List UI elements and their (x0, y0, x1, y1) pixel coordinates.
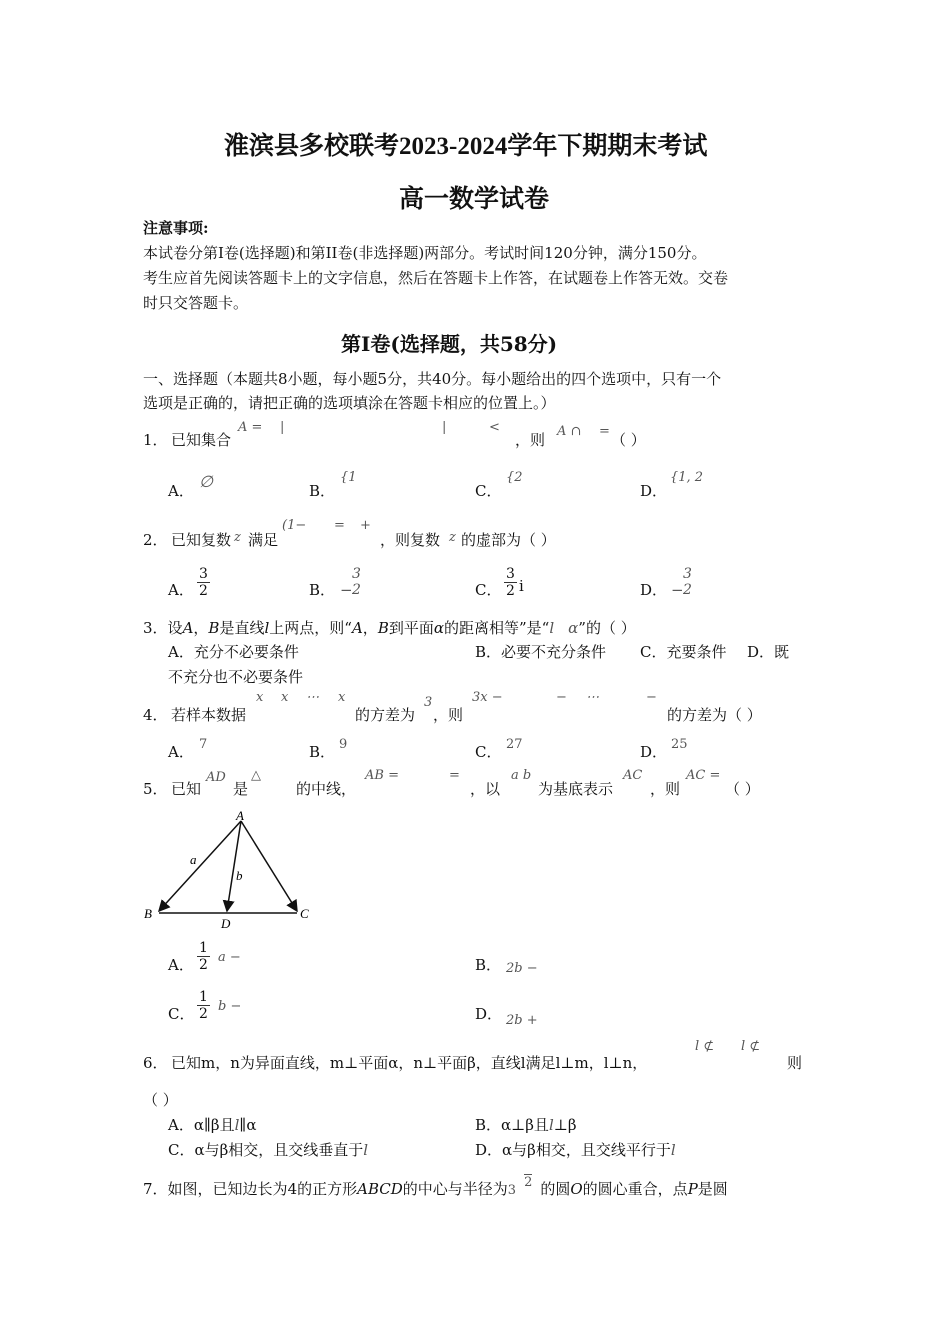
q4-option-b-label: B． (309, 743, 336, 761)
q2-option-a-label: A． (168, 581, 194, 599)
q7-stem-a: 如图，已知边长为 (167, 1180, 288, 1198)
q5-option-a-num: 1 (199, 940, 208, 956)
q7-radius-root: 2 (524, 1175, 533, 1190)
q6-option-d-l: l (670, 1141, 676, 1159)
exam-title: 淮滨县多校联考2023-2024学年下期期末考试 (224, 133, 708, 160)
q6-option-a (168, 1113, 256, 1137)
q2-option-a (197, 566, 210, 599)
q7-number: 7． (143, 1180, 168, 1198)
q5-AC-2: AC = (686, 768, 721, 783)
q4-number: 4． (143, 706, 168, 724)
q1-frag-2: | (280, 420, 285, 435)
q2-z-2: z (449, 530, 456, 545)
q3-comma-2: ， (362, 619, 378, 637)
q4-stem-b: 的方差为 (355, 706, 416, 724)
q3-stem-d: 到平面 (388, 619, 434, 637)
q2-option-b (350, 566, 363, 598)
q5-triangle: △ (251, 768, 261, 783)
q3-l: l (264, 619, 270, 637)
q5-figure-label-a: a (190, 852, 197, 867)
q2-option-c-num: 3 (506, 566, 515, 582)
q2-stem-d: 的虚部为（ ） (461, 531, 556, 549)
q5-paren: （ ） (725, 780, 760, 798)
notice-line-3: 时只交答题卡。 (143, 294, 249, 312)
q4-frag: 3x − (472, 690, 503, 705)
q3-option-d-a: D．既 (747, 643, 790, 661)
q5-option-c-den: 2 (199, 1006, 208, 1022)
q1-number: 1． (143, 431, 168, 449)
q3-stem-c: 上两点，则“ (269, 619, 352, 637)
q1-option-a: ∅ (199, 472, 213, 491)
q1-option-b-label: B． (309, 482, 336, 500)
q5-ab: a b (511, 768, 532, 783)
q6-option-a-rest: ∥α (239, 1116, 257, 1134)
q4-stem-a: 若样本数据 (171, 706, 247, 724)
q3-option-a: A．充分不必要条件 (168, 643, 299, 661)
q2-option-c-i: i (519, 577, 524, 595)
section-intro-2: 选项是正确的，请把正确的选项填涂在答题卡相应的位置上。） (143, 394, 556, 412)
q2-eq-frag-3: + (360, 518, 371, 533)
q1-option-b: {1 (340, 470, 357, 485)
q4-option-b: 9 (339, 737, 348, 752)
q5-figure-label-C: C (300, 906, 309, 921)
q1-option-c: {2 (506, 470, 523, 485)
q3-stem-f: ”的（ ） (578, 619, 636, 637)
q4-frag-2: − (556, 690, 567, 705)
q1-stem-b: ，则 (515, 431, 546, 449)
q4-x-3: x (338, 690, 346, 705)
q6-option-a-l: l (234, 1116, 240, 1134)
q4-option-d-label: D． (640, 743, 668, 761)
q5-option-c-num: 1 (199, 989, 208, 1005)
q6-paren: （ ） (143, 1091, 178, 1109)
q4-option-a: 7 (199, 737, 208, 752)
q2-option-d-num: 3 (683, 566, 692, 582)
q5-figure-label-B: B (144, 906, 152, 921)
q1-frag-6: = (599, 424, 610, 439)
q1-option-d-label: D． (640, 482, 668, 500)
q6-stem: 已知m，n为异面直线，m⊥平面α，n⊥平面β，直线l满足l⊥m，l⊥n， (171, 1054, 648, 1072)
q4-option-d: 25 (671, 737, 688, 752)
q4-three: 3 (424, 695, 433, 710)
q6-frag-1: l ⊄ (695, 1039, 715, 1054)
q3-alpha: α (433, 619, 444, 637)
q6-option-c-text: C．α与β相交，且交线垂直于 (168, 1141, 364, 1159)
q1-stem-a: 已知集合 (171, 431, 232, 449)
q4-x-2: x (281, 690, 289, 705)
q2-option-a-den: 2 (199, 583, 208, 599)
q1-frag-1: A = (238, 420, 263, 435)
q2-eq-frag-2: = (334, 518, 345, 533)
q7-O: O (570, 1180, 583, 1198)
q6-option-c-l: l (363, 1141, 369, 1159)
q1-option-c-label: C． (475, 482, 502, 500)
notice-line-1: 本试卷分第Ⅰ卷(选择题)和第II卷(非选择题)两部分。考试时间120分钟，满分150分。 (143, 244, 707, 262)
q5-option-d: 2b + (506, 1013, 538, 1028)
q4-dots: ⋯ (306, 690, 319, 705)
q5-option-c-label: C． (168, 1005, 195, 1023)
q2-z-1: z (234, 530, 241, 545)
q5-stem-d: ，以 (470, 780, 501, 798)
q7-four: 4 (287, 1180, 298, 1198)
q5-AB: AB = (365, 768, 399, 783)
q3-stem-a: 设 (167, 619, 183, 637)
q5-option-c: b − (218, 999, 242, 1014)
q6-frag-2: l ⊄ (741, 1039, 761, 1054)
q2-option-d-label: D． (640, 581, 668, 599)
q4-stem-d: 的方差为（ ） (667, 706, 762, 724)
q3-stem-e: 的距离相等”是“ (444, 619, 550, 637)
q4-option-c: 27 (506, 737, 523, 752)
q5-stem-c: 的中线， (296, 780, 357, 798)
q3-option-d-b: 不充分也不必要条件 (168, 668, 304, 686)
q6-stem-b: 则 (787, 1054, 803, 1072)
q1-frag-4: < (489, 420, 500, 435)
q5-figure-label-D: D (221, 916, 231, 931)
q2-option-c-den: 2 (506, 583, 515, 599)
q7-stem-e: 的圆心重合，点 (582, 1180, 688, 1198)
q3-number: 3． (143, 619, 168, 637)
q1-option-a-label: A． (168, 482, 194, 500)
q5-stem-f: ，则 (650, 780, 681, 798)
q5-option-c-frac (197, 989, 210, 1022)
q3-option-b: B．必要不充分条件 (475, 643, 607, 661)
q5-option-a-frac (197, 940, 210, 973)
q2-stem-c: ，则复数 (380, 531, 441, 549)
q5-option-a: a − (218, 950, 241, 965)
q3-option-c: C．充要条件 (640, 643, 727, 661)
q5-figure-label-b: b (236, 868, 243, 883)
q2-option-d-den: 2 (683, 582, 692, 598)
q1-option-d: {1, 2 (670, 470, 704, 485)
q4-frag-3: − (646, 690, 657, 705)
q2-eq-frag: (1− (282, 518, 307, 533)
q2-option-c-label: C． (475, 581, 502, 599)
section-intro-1: 一、选择题（本题共8小题，每小题5分，共40分。每小题给出的四个选项中，只有一个 (143, 370, 722, 388)
q2-option-b-label: B． (309, 581, 336, 599)
q5-number: 5． (143, 780, 168, 798)
q5-option-b-label: B． (475, 956, 502, 974)
q7-stem-d: 的圆 (540, 1180, 571, 1198)
q5-stem-b: 是 (233, 780, 249, 798)
q5-option-a-label: A． (168, 956, 194, 974)
section-title: 第Ⅰ卷(选择题，共58分) (341, 332, 558, 356)
q7-radius-coef: 3 (507, 1183, 517, 1198)
q7-ABCD: ABCD (357, 1180, 403, 1198)
q2-option-d-sign: − (671, 581, 684, 599)
q1-frag-3: | (442, 420, 447, 435)
q5-option-a-den: 2 (199, 957, 208, 973)
q5-figure-label-A: A (236, 808, 244, 823)
q5-stem-a: 已知 (171, 780, 202, 798)
q4-stem-c: ，则 (433, 706, 464, 724)
q1-frag-5: A ∩ (557, 424, 582, 439)
q6-option-a-text: A．α∥β且 (168, 1116, 235, 1134)
q6-option-d (475, 1138, 676, 1162)
q7-P: P (687, 1180, 698, 1198)
q3-A-2: A (351, 619, 363, 637)
q2-option-b-den: 2 (352, 582, 361, 598)
q6-option-d-text: D．α与β相交，且交线平行于 (475, 1141, 671, 1159)
q6-option-b (475, 1113, 577, 1137)
q5-AC: AC (623, 768, 643, 783)
q6-number: 6． (143, 1054, 168, 1072)
q7-stem-b: 的正方形 (297, 1180, 358, 1198)
q2-stem-a: 已知复数 (171, 531, 232, 549)
q3-comma-1: ， (193, 619, 209, 637)
q3-B-2: B (377, 619, 389, 637)
q6-option-b-rest: ⊥β (553, 1116, 577, 1134)
q6-option-b-text: B．α⊥β且 (475, 1116, 549, 1134)
q7-stem-f: 是圆 (697, 1180, 728, 1198)
q5-eq: = (449, 768, 460, 783)
q2-option-b-num: 3 (352, 566, 361, 582)
q5-stem-e: 为基底表示 (538, 780, 614, 798)
q5-figure-edge-ac (241, 821, 297, 911)
q4-dots-2: ⋯ (586, 690, 599, 705)
q2-option-a-num: 3 (199, 566, 208, 582)
q3-l-2: l (549, 619, 555, 637)
notice-line-2: 考生应首先阅读答题卡上的文字信息，然后在答题卡上作答，在试题卷上作答无效。交卷 (143, 269, 729, 287)
q3-stem (143, 616, 636, 640)
q4-x-1: x (256, 690, 264, 705)
q5-AD: AD (206, 770, 226, 785)
q4-option-a-label: A． (168, 743, 194, 761)
q2-option-b-sign: − (340, 581, 353, 599)
q2-number: 2． (143, 531, 168, 549)
q2-stem-b: 满足 (248, 531, 279, 549)
q5-option-d-label: D． (475, 1005, 503, 1023)
q7-stem (143, 1177, 728, 1203)
exam-subtitle: 高一数学试卷 (399, 186, 550, 213)
q3-alpha-2: α (568, 619, 579, 637)
q5-option-b: 2b − (506, 961, 538, 976)
q7-stem-c: 的中心与半径为 (402, 1180, 508, 1198)
q6-option-b-l: l (548, 1116, 554, 1134)
notice-label: 注意事项: (143, 219, 209, 237)
q2-option-d (681, 566, 694, 598)
q2-option-c (504, 566, 517, 599)
q4-option-c-label: C． (475, 743, 502, 761)
q1-paren: （ ） (611, 431, 646, 449)
q5-triangle-figure (140, 806, 320, 932)
q3-stem-b: 是直线 (219, 619, 265, 637)
q3-A: A (182, 619, 194, 637)
q3-B: B (208, 619, 220, 637)
q6-option-c (168, 1138, 368, 1162)
